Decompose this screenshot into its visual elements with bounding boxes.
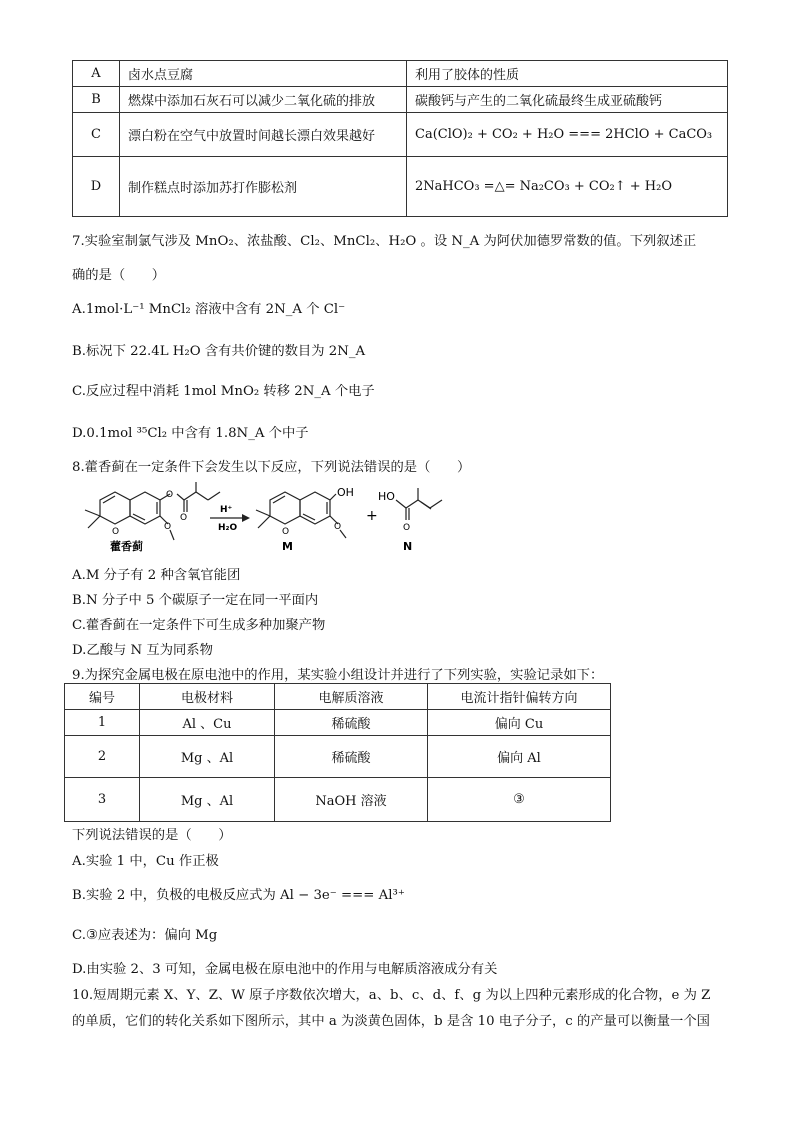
header-electrode: 电极材料 [140,684,275,710]
cell-number: 2 [65,736,140,778]
explanation-cell: 利用了胶体的性质 [407,61,728,87]
header-deflection: 电流计指针偏转方向 [428,684,611,710]
ring-oxygen: O [112,527,120,537]
product-m-label: M [282,540,293,553]
row-label: D [73,157,120,217]
q7-option-a: A.1mol·L⁻¹ MnCl₂ 溶液中含有 2N_A 个 Cl⁻ [72,302,346,317]
header-electrolyte: 电解质溶液 [275,684,428,710]
arrow-head [242,514,250,522]
q9-option-d: D.由实验 2、3 可知，金属电极在原电池中的作用与电解质溶液成分有关 [72,962,498,977]
plus-sign: + [366,508,378,524]
cell-electrode: Mg 、Al [140,736,275,778]
cell-electrolyte: NaOH 溶液 [275,778,428,822]
q7-stem-cont: 确的是（ ） [72,268,166,283]
q8-option-d: D.乙酸与 N 互为同系物 [72,643,213,658]
phenomenon-cell: 制作糕点时添加苏打作膨松剂 [120,157,407,217]
q9-option-c: C.③应表述为：偏向 Mg [72,928,218,943]
product-m-structure [256,492,346,538]
table-row [65,736,611,778]
product-n-structure [396,488,442,520]
carbonyl-oxygen-n: O [403,523,411,533]
table-row [73,87,728,113]
q7-option-c: C.反应过程中消耗 1mol MnO₂ 转移 2N_A 个电子 [72,384,375,399]
q7-option-b: B.标况下 22.4L H₂O 含有共价键的数目为 2N_A [72,344,366,359]
reagent-acid: H⁺ [220,505,233,515]
q9-option-b: B.实验 2 中，负极的电极反应式为 Al − 3e⁻ === Al³⁺ [72,888,405,903]
ester-oxygen: O [166,490,174,500]
q8-option-c: C.藿香蓟在一定条件下可生成多种加聚产物 [72,618,326,633]
phenomenon-table [72,60,728,217]
cell-deflection: ③ [428,778,611,822]
q9-question: 下列说法错误的是（ ） [72,828,232,843]
ether-oxygen-m: O [334,522,342,532]
cell-deflection: 偏向 Al [428,736,611,778]
table-header-row [65,684,611,710]
cell-number: 3 [65,778,140,822]
table-row [73,61,728,87]
reactant-name: 藿香蓟 [110,540,143,553]
equation-cell: Ca(ClO)₂ + CO₂ + H₂O === 2HClO + CaCO₃ [407,113,728,157]
carboxyl-ho-label: HO [378,490,395,503]
table-row [73,113,728,157]
cell-electrolyte: 稀硫酸 [275,736,428,778]
q8-option-b: B.N 分子中 5 个碳原子一定在同一平面内 [72,593,319,608]
q9-stem: 9.为探究金属电极在原电池中的作用，某实验小组设计并进行了下列实验，实验记录如下： [72,668,604,683]
cell-deflection: 偏向 Cu [428,710,611,736]
equation-cell: 2NaHCO₃ =△= Na₂CO₃ + CO₂↑ + H₂O [407,157,728,217]
reactant-structure [85,482,220,540]
reagent-water: H₂O [218,523,238,533]
q8-stem: 8.藿香蓟在一定条件下会发生以下反应，下列说法错误的是（ ） [72,460,471,475]
carbonyl-oxygen: O [180,513,188,523]
header-number: 编号 [65,684,140,710]
q7-stem: 7.实验室制氯气涉及 MnO₂、浓盐酸、Cl₂、MnCl₂、H₂O 。设 N_A 为阿伏加德罗常数的值。下列叙述正 [72,234,697,249]
row-label: C [73,113,120,157]
phenomenon-cell: 卤水点豆腐 [120,61,407,87]
explanation-cell: 碳酸钙与产生的二氧化硫最终生成亚硫酸钙 [407,87,728,113]
ring-oxygen-m: O [282,527,290,537]
phenomenon-cell: 燃煤中添加石灰石可以减少二氧化硫的排放 [120,87,407,113]
cell-electrode: Mg 、Al [140,778,275,822]
experiment-table [64,683,611,822]
cell-electrode: Al 、Cu [140,710,275,736]
q10-stem: 10.短周期元素 X、Y、Z、W 原子序数依次增大，a、b、c、d、f、g 为以上四种元素形成的化合物，e 为 Z [72,988,711,1003]
cell-number: 1 [65,710,140,736]
cell-electrolyte: 稀硫酸 [275,710,428,736]
hydroxyl-label: OH [337,486,354,499]
table-row [73,157,728,217]
table-row [65,778,611,822]
q10-stem-cont: 的单质，它们的转化关系如下图所示，其中 a 为淡黄色固体，b 是含 10 电子分子，c 的产量可以衡量一个国 [72,1014,710,1029]
q7-option-d: D.0.1mol ³⁵Cl₂ 中含有 1.8N_A 个中子 [72,426,309,441]
row-label: A [73,61,120,87]
ether-oxygen: O [164,522,172,532]
reaction-scheme [70,478,490,556]
q9-option-a: A.实验 1 中，Cu 作正极 [72,854,219,869]
phenomenon-cell: 漂白粉在空气中放置时间越长漂白效果越好 [120,113,407,157]
table-row [65,710,611,736]
product-n-label: N [403,540,413,553]
row-label: B [73,87,120,113]
q8-option-a: A.M 分子有 2 种含氧官能团 [72,568,241,583]
